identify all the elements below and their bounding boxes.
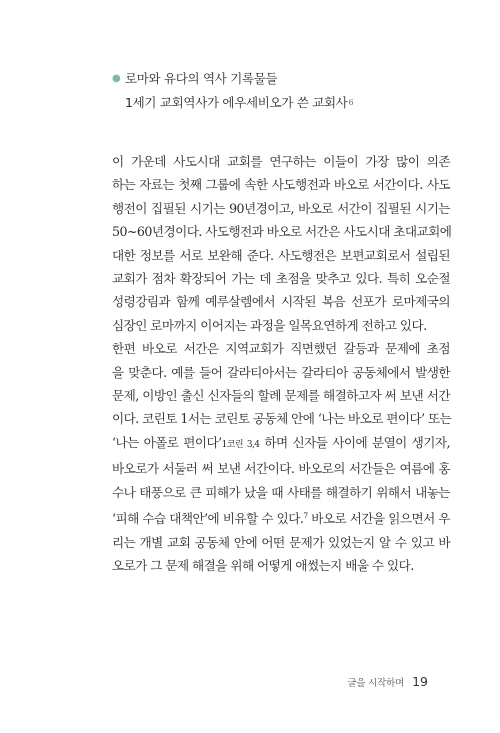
text-line: 대한 정보를 서로 보완해 준다. 사도행전은 보편교회로서 설립된	[112, 247, 450, 263]
text-line	[100, 504, 450, 531]
text-line: 이 가운데 사도시대 교회를 연구하는 이들이 가장 많이 의존	[112, 154, 450, 169]
text-line: 50~60년경이다. 사도행전과 바오로 서간은 사도시대 초대교회에	[112, 224, 452, 240]
source-list	[112, 68, 442, 112]
body-text	[100, 150, 450, 578]
text-line: 이다. 코린토 1서는 코린토 공동체 안에 ‘나는 바오로 편이다’ 또는	[112, 411, 452, 427]
footnote-marker: 6	[348, 97, 354, 107]
text-line: 바오로가 서둘러 써 보낸 서간이다. 바오로의 서간들은 여름에 홍	[112, 461, 450, 477]
text-line: 문제, 이방인 출신 신자들의 할례 문제를 해결하고자 써 보낸 서간	[112, 388, 450, 404]
text-line: 심장인 로마까지 이어지는 과정을 일목요연하게 전하고 있다.	[112, 317, 427, 333]
footnote-marker: 7	[303, 511, 308, 521]
text-line	[100, 431, 450, 457]
text-line: 한편 바오로 서간은 지역교회가 직면했던 갈등과 문제에 초점	[112, 341, 450, 357]
paragraph	[100, 150, 450, 337]
text-line: 을 맞춘다. 예를 들어 갈라티아서는 갈라티아 공동체에서 발생한	[112, 364, 450, 380]
bible-reference: 1코린 3,4	[221, 439, 260, 450]
text-line: 리는 개별 교회 공동체 안에 어떤 문제가 있었는지 알 수 있고 바	[112, 534, 450, 550]
list-item-text: 로마와 유다의 역사 기록물들	[125, 71, 278, 86]
text-segment: ‘피해 수습 대책안’에 비유할 수 있다.	[112, 511, 304, 527]
bullet-icon: ●	[112, 72, 121, 84]
page-number: 19	[412, 674, 428, 689]
text-line: 하는 자료는 첫째 그룹에 속한 사도행전과 바오로 서간이다. 사도	[112, 177, 450, 193]
list-item	[112, 68, 442, 88]
paragraph	[100, 337, 450, 577]
text-line: 행전이 집필된 시기는 90년경이고, 바오로 서간이 집필된 시기는	[112, 200, 450, 216]
page-footer	[347, 674, 428, 689]
text-line: 교회가 점차 확장되어 가는 데 초점을 맞추고 있다. 특히 오순절	[112, 271, 450, 287]
text-segment: ‘나는 아폴로 편이다’	[112, 434, 222, 450]
list-item	[125, 92, 442, 112]
text-segment: 하며 신자들 사이에 분열이 생기자,	[259, 434, 450, 450]
running-title: 글을 시작하며	[347, 678, 405, 689]
text-line: 성령강림과 함께 예루살렘에서 시작된 복음 선포가 로마제국의	[112, 294, 450, 310]
text-segment: 바오로 서간을 읽으면서 우	[307, 511, 450, 527]
text-line: 오로가 그 문제 해결을 위해 어떻게 애썼는지 배울 수 있다.	[112, 558, 414, 574]
list-item-text: 1세기 교회역사가 에우세비오가 쓴 교회사	[125, 95, 348, 110]
text-line: 수나 태풍으로 큰 피해가 났을 때 사태를 해결하기 위해서 내놓는	[112, 484, 450, 500]
